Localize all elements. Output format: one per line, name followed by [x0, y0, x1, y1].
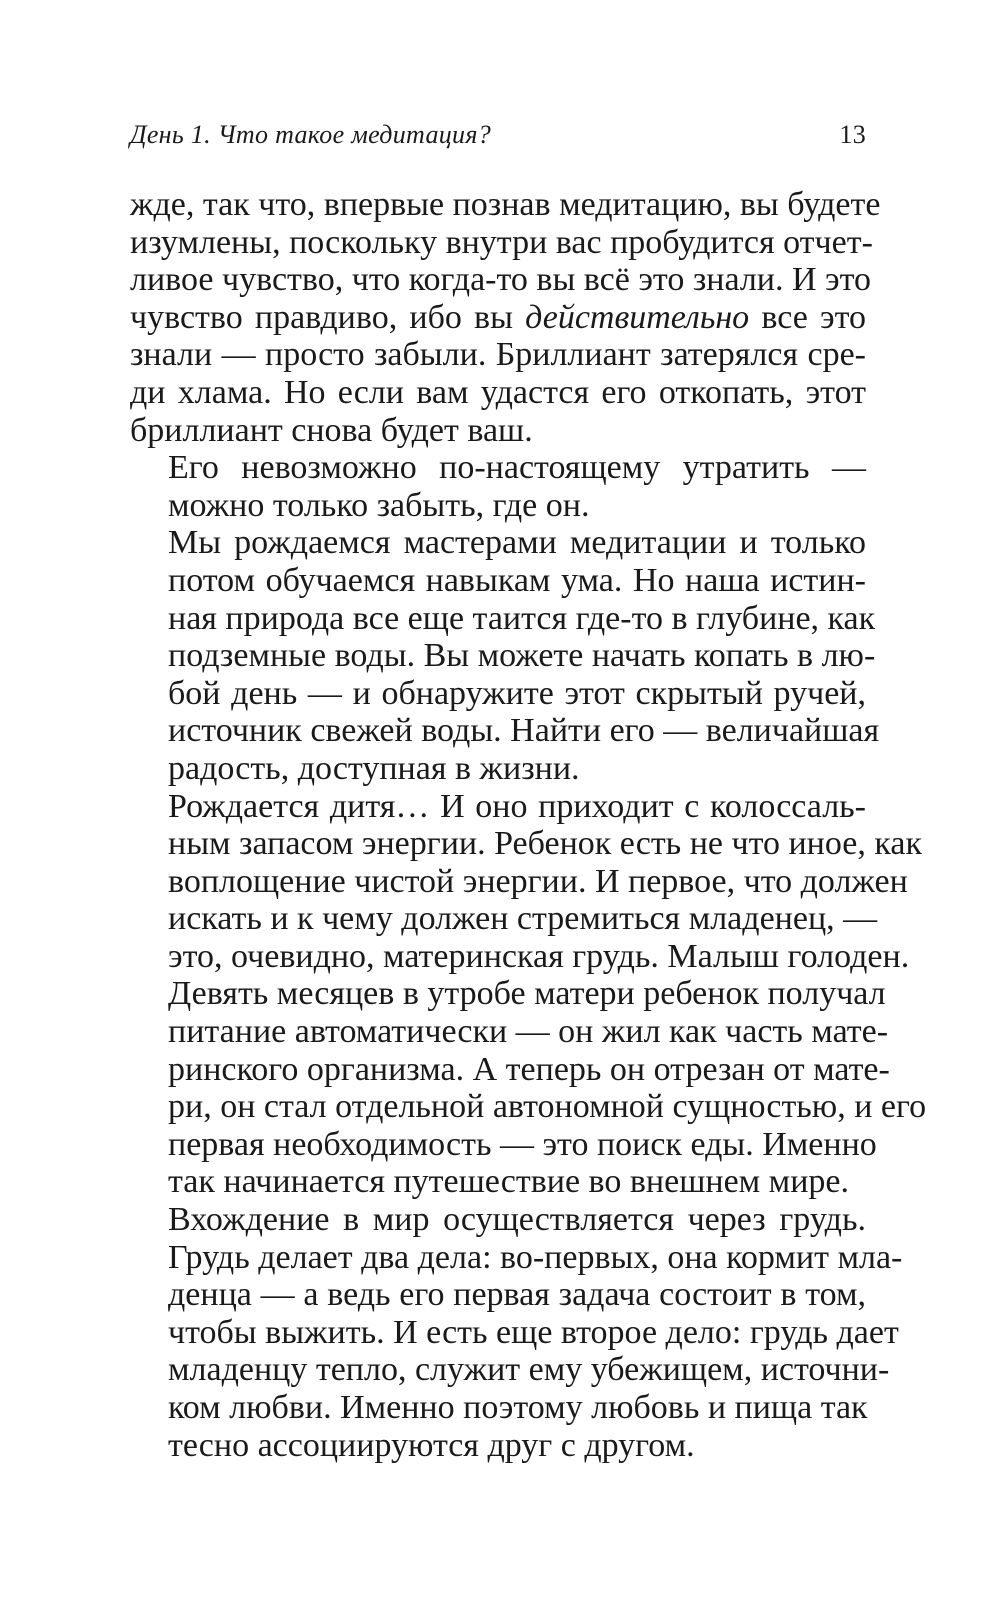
- text-line: искать и к чему должен стремиться младенец, —: [168, 900, 878, 938]
- paragraph: [130, 787, 927, 1202]
- paragraph: [130, 524, 880, 787]
- text-line: Рождается дитя… И оно приходит с колоссаль-: [168, 787, 866, 825]
- page-number: 13: [839, 120, 866, 149]
- book-page: [130, 0, 927, 1600]
- text-line: чувство правдиво, ибо вы действительно все это: [130, 298, 866, 336]
- text-line: питание автоматически — он жил как часть мате-: [168, 1013, 889, 1051]
- text-line: ди хлама. Но если вам удастся его откопать, этот: [130, 373, 866, 411]
- paragraph: [130, 1201, 903, 1464]
- text-line: ливое чувство, что когда-то вы всё это знали. И это: [130, 261, 872, 299]
- text-line: радость, доступная в жизни.: [168, 749, 580, 787]
- text-line: так начинается путешествие во внешнем мире.: [168, 1163, 849, 1201]
- text-line: бриллиант снова будет ваш.: [130, 411, 533, 449]
- text-line: Вхождение в мир осуществляется через грудь.: [168, 1201, 866, 1239]
- text-line: знали — просто забыли. Бриллиант затерялся сре-: [130, 336, 866, 374]
- text-line: ная природа все еще таится где-то в глубине, как: [168, 599, 876, 637]
- chapter-title: День 1. Что такое медитация?: [130, 120, 492, 149]
- text-line: подземные воды. Вы можете начать копать в лю-: [168, 637, 876, 675]
- paragraph: [130, 449, 866, 524]
- text-line: ком любви. Именно поэтому любовь и пища так: [168, 1389, 868, 1426]
- text-line: Девять месяцев в утробе матери ребенок получал: [168, 975, 886, 1013]
- text-line: можно только забыть, где он.: [168, 486, 590, 524]
- text-line: тесно ассоциируются друг с другом.: [168, 1426, 695, 1464]
- text-line: первая необходимость — это поиск еды. Именно: [168, 1125, 877, 1163]
- text-line: денца — а ведь его первая задача состоит в том,: [168, 1276, 866, 1314]
- running-head: [130, 120, 866, 160]
- text-line: Его невозможно по-настоящему утратить —: [168, 449, 866, 487]
- text-line: младенцу тепло, служит ему убежищем, источни-: [168, 1351, 890, 1389]
- text-line: бой день — и обнаружите этот скрытый ручей,: [168, 674, 866, 712]
- text-line: воплощение чистой энергии. И первое, что должен: [168, 862, 908, 900]
- text-line: ри, он стал отдельной автономной сущностью, и его: [168, 1088, 927, 1126]
- text-line: жде, так что, впервые познав медитацию, вы будете: [130, 186, 881, 223]
- emphasis-word: действительно: [525, 298, 750, 336]
- body-text: [130, 186, 927, 1464]
- text-line: это, очевидно, материнская грудь. Малыш голоден.: [168, 937, 910, 975]
- text-line: потом обучаемся навыкам ума. Но наша истин-: [168, 561, 866, 599]
- text-line: изумлены, поскольку внутри вас пробудится отчет-: [130, 223, 873, 261]
- text-line: Грудь делает два дела: во-первых, она кормит мла-: [168, 1238, 903, 1276]
- text-line: ринского организма. А теперь он отрезан от мате-: [168, 1050, 890, 1088]
- text-line: чтобы выжить. И есть еще второе дело: грудь дает: [168, 1313, 899, 1351]
- paragraph: [130, 186, 881, 449]
- text-line: источник свежей воды. Найти его — величайшая: [168, 712, 880, 750]
- text-line: Мы рождаемся мастерами медитации и только: [168, 524, 866, 562]
- text-line: ным запасом энергии. Ребенок есть не что иное, как: [168, 825, 922, 863]
